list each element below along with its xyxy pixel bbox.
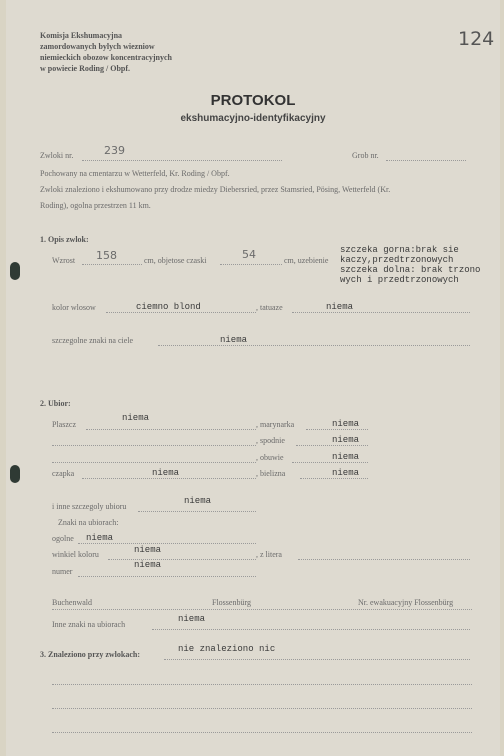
- org-line: Komisja Ekshumacyjna: [40, 31, 123, 40]
- inne-szczegoly-label: i inne szczegoly ubioru: [52, 502, 127, 511]
- buchenwald-label: Buchenwald: [52, 598, 92, 607]
- nr-ewakuacyjny-label: Nr. ewakuacyjny Flossenbürg: [358, 598, 454, 607]
- znaki-na-ciele-label: szczegolne znaki na ciele: [52, 336, 134, 345]
- winkiel-koloru-value: niema: [134, 545, 162, 555]
- tatuaze-label: , tatuaze: [256, 303, 283, 312]
- tatuaze-value: niema: [326, 302, 354, 312]
- znaki-na-ubiorach-label: Znaki na ubiorach:: [58, 518, 119, 527]
- obuwie-label: , obuwie: [256, 453, 284, 462]
- plaszcz-value: niema: [122, 413, 150, 423]
- section-3-value: nie znaleziono nic: [178, 644, 276, 654]
- z-litera-label: , z litera: [256, 550, 282, 559]
- kolor-wlosow-label: kolor wlosow: [52, 303, 96, 312]
- zwloki-nr-label: Zwloki nr.: [40, 151, 74, 160]
- org-line: niemieckich obozow koncentracyjnych: [40, 53, 172, 62]
- inne-szczegoly-value: niema: [184, 496, 212, 506]
- org-line: w powiecie Roding / Obpf.: [40, 64, 131, 73]
- marynarka-label: , marynarka: [256, 420, 295, 429]
- teeth-description: [340, 245, 480, 285]
- znaki-na-ciele-value: niema: [220, 335, 248, 345]
- czapka-value: niema: [152, 468, 180, 478]
- teeth-line: szczeka gorna:brak sie: [340, 245, 459, 255]
- flossenburg-label: Flossenbürg: [212, 598, 251, 607]
- document-subtitle: ekshumacyjno-identyfikacyjny: [180, 113, 326, 124]
- found-line: Zwloki znaleziono i ekshumowano przy drodze miedzy Diebersried, przez Stamsried, Pösing, Wetterfeld (Kr.: [40, 185, 391, 194]
- wzrost-label: Wzrost: [52, 256, 76, 265]
- spodnie-value: niema: [332, 435, 360, 445]
- ogolne-value: niema: [86, 533, 114, 543]
- objetosc-label: cm, objetose czaski: [144, 256, 207, 265]
- org-line: zamordowanych bylych wiezniow: [40, 42, 155, 51]
- teeth-line: kaczy,przedtrzonowych: [340, 255, 454, 265]
- section-1-heading: 1. Opis zwlok:: [40, 235, 89, 244]
- numer-value: niema: [134, 560, 162, 570]
- obuwie-value: niema: [332, 452, 360, 462]
- spodnie-label: , spodnie: [256, 436, 285, 445]
- document-title: PROTOKOL: [210, 92, 296, 109]
- punch-hole: [10, 465, 20, 483]
- burial-line: Pochowany na cmentarzu w Wetterfeld, Kr. Roding / Obpf.: [40, 169, 230, 178]
- document-page: [6, 0, 500, 756]
- organization-header: [40, 30, 172, 74]
- inne-znaki-value: niema: [178, 614, 206, 624]
- ogolne-label: ogolne: [52, 534, 74, 543]
- czaska-value: 54: [242, 248, 256, 261]
- punch-hole: [10, 262, 20, 280]
- numer-label: numer: [52, 567, 73, 576]
- bielizna-value: niema: [332, 468, 360, 478]
- grob-nr-label: Grob nr.: [352, 151, 379, 160]
- czapka-label: czapka: [52, 469, 75, 478]
- section-2-heading: 2. Ubior:: [40, 399, 71, 408]
- kolor-wlosow-value: ciemno blond: [136, 302, 201, 312]
- teeth-line: szczeka dolna: brak trzono: [340, 265, 481, 275]
- wzrost-value: 158: [96, 249, 117, 262]
- teeth-line: wych i przedtrzonowych: [340, 275, 459, 285]
- page-number: 124: [458, 28, 495, 50]
- uzebienie-label: cm, uzebienie: [284, 256, 329, 265]
- plaszcz-label: Plaszcz: [52, 420, 76, 429]
- zwloki-nr-value: 239: [104, 144, 125, 157]
- found-line: Roding), ogolna przestrzen 11 km.: [40, 201, 151, 210]
- bielizna-label: , bielizna: [256, 469, 286, 478]
- section-3-heading: 3. Znaleziono przy zwlokach:: [40, 650, 140, 659]
- winkiel-koloru-label: winkiel koloru: [52, 550, 99, 559]
- marynarka-value: niema: [332, 419, 360, 429]
- inne-znaki-label: Inne znaki na ubiorach: [52, 620, 126, 629]
